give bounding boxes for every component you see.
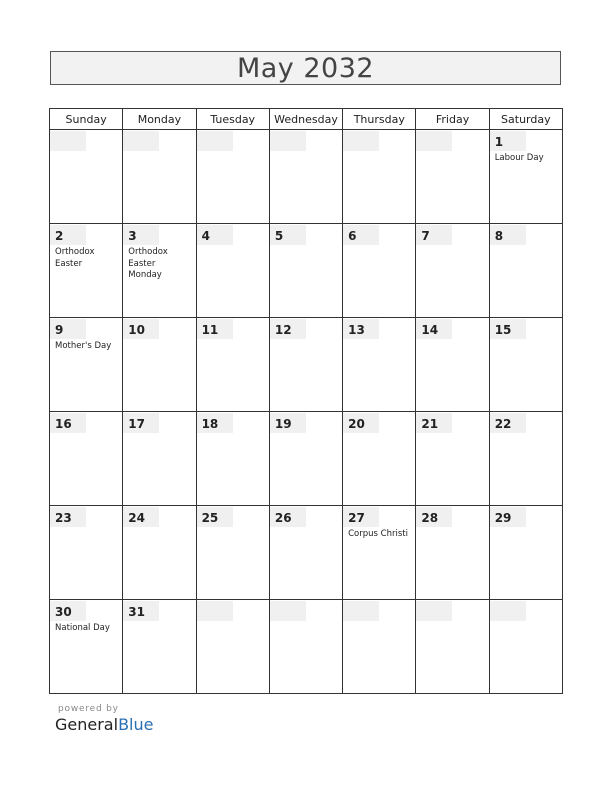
day-number: 26 <box>270 507 306 527</box>
weekday-header: Thursday <box>343 109 416 130</box>
day-cell <box>269 318 342 412</box>
day-number: 25 <box>197 507 233 527</box>
day-cell <box>489 600 562 694</box>
day-number <box>123 131 159 151</box>
day-number: 28 <box>416 507 452 527</box>
day-cell <box>269 506 342 600</box>
calendar-grid <box>49 108 563 694</box>
holiday-label: Labour Day <box>494 153 544 163</box>
day-number: 12 <box>270 319 306 339</box>
day-cell <box>416 412 489 506</box>
day-cell <box>489 412 562 506</box>
day-cell <box>123 506 196 600</box>
day-number: 20 <box>343 413 379 433</box>
day-number <box>197 131 233 151</box>
day-cell <box>416 506 489 600</box>
day-number <box>343 131 379 151</box>
weekday-header-row <box>50 109 563 130</box>
day-cell <box>50 412 123 506</box>
day-cell <box>50 600 123 694</box>
calendar-title-box <box>50 51 561 85</box>
day-cell <box>123 318 196 412</box>
day-cell <box>50 318 123 412</box>
day-number: 2 <box>50 225 86 245</box>
day-number: 31 <box>123 601 159 621</box>
day-cell <box>416 318 489 412</box>
day-cell <box>489 318 562 412</box>
day-cell <box>343 506 416 600</box>
day-number: 15 <box>490 319 526 339</box>
day-cell <box>196 506 269 600</box>
day-number <box>343 601 379 621</box>
day-cell <box>123 412 196 506</box>
week-row <box>50 318 563 412</box>
weekday-header: Saturday <box>489 109 562 130</box>
weekday-header: Monday <box>123 109 196 130</box>
day-cell <box>489 130 562 224</box>
day-cell <box>196 412 269 506</box>
day-cell <box>123 224 196 318</box>
day-number <box>270 131 306 151</box>
day-number: 23 <box>50 507 86 527</box>
day-cell <box>343 318 416 412</box>
day-number: 5 <box>270 225 306 245</box>
day-cell <box>196 318 269 412</box>
brand-blue-text: Blue <box>118 715 154 734</box>
holiday-label: Orthodox Easter Monday <box>128 247 168 280</box>
week-row <box>50 412 563 506</box>
day-cell <box>489 506 562 600</box>
day-cell <box>416 600 489 694</box>
day-cell <box>50 506 123 600</box>
day-cell <box>416 224 489 318</box>
day-number: 22 <box>490 413 526 433</box>
day-cell <box>123 130 196 224</box>
day-number: 7 <box>416 225 452 245</box>
day-number: 30 <box>50 601 86 621</box>
day-number: 18 <box>197 413 233 433</box>
day-cell <box>196 130 269 224</box>
day-number <box>416 601 452 621</box>
brand-general-text: General <box>55 715 119 734</box>
day-number <box>416 131 452 151</box>
holiday-label: Mother's Day <box>55 341 112 351</box>
day-number: 14 <box>416 319 452 339</box>
day-number: 4 <box>197 225 233 245</box>
week-row <box>50 600 563 694</box>
day-number: 8 <box>490 225 526 245</box>
day-number <box>270 601 306 621</box>
weekday-header: Tuesday <box>196 109 269 130</box>
day-number: 11 <box>197 319 233 339</box>
day-cell <box>343 600 416 694</box>
calendar-title: May 2032 <box>236 52 375 84</box>
day-number: 19 <box>270 413 306 433</box>
day-number <box>50 131 86 151</box>
day-cell <box>123 600 196 694</box>
holiday-label: Orthodox Easter <box>55 247 95 269</box>
weekday-header: Friday <box>416 109 489 130</box>
holiday-label: National Day <box>55 623 110 633</box>
day-cell <box>196 224 269 318</box>
day-cell <box>269 412 342 506</box>
day-cell <box>343 130 416 224</box>
day-number: 17 <box>123 413 159 433</box>
day-number: 3 <box>123 225 159 245</box>
day-cell <box>269 224 342 318</box>
week-row <box>50 506 563 600</box>
day-number: 9 <box>50 319 86 339</box>
day-number: 16 <box>50 413 86 433</box>
day-number: 21 <box>416 413 452 433</box>
day-cell <box>343 224 416 318</box>
holiday-label: Corpus Christi <box>348 529 408 539</box>
day-cell <box>269 600 342 694</box>
day-number: 1 <box>490 131 526 151</box>
day-number: 24 <box>123 507 159 527</box>
weekday-header: Wednesday <box>269 109 342 130</box>
day-cell <box>50 130 123 224</box>
day-cell <box>343 412 416 506</box>
day-number: 10 <box>123 319 159 339</box>
weekday-header: Sunday <box>50 109 123 130</box>
generalblue-logo <box>55 715 153 734</box>
day-cell <box>50 224 123 318</box>
day-cell <box>489 224 562 318</box>
day-cell <box>416 130 489 224</box>
day-number: 6 <box>343 225 379 245</box>
day-number <box>490 601 526 621</box>
day-number: 29 <box>490 507 526 527</box>
day-cell <box>269 130 342 224</box>
day-cell <box>196 600 269 694</box>
week-row <box>50 224 563 318</box>
day-number: 13 <box>343 319 379 339</box>
day-number: 27 <box>343 507 379 527</box>
powered-by-label: powered by <box>58 704 119 714</box>
day-number <box>197 601 233 621</box>
week-row <box>50 130 563 224</box>
